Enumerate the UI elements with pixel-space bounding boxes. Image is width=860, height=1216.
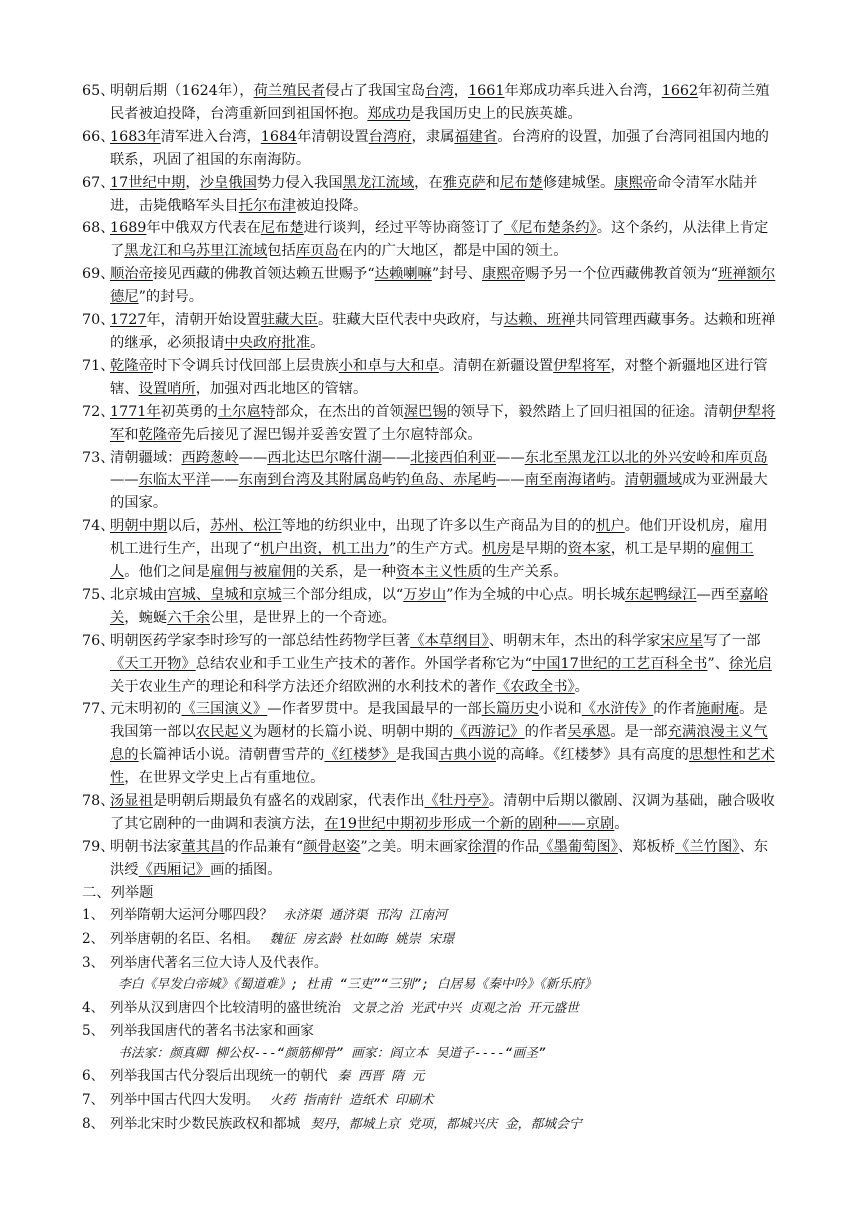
list-question: 列举北宋时少数民族政权和都城: [110, 1115, 301, 1132]
text-run: ——: [496, 449, 525, 466]
underlined-term: 黑龙江和乌苏里江流域: [124, 243, 268, 260]
text-run: ——: [496, 472, 525, 489]
text-run: ”、: [707, 655, 729, 672]
list-answer-line: 李白《早发白帝城》《蜀道难》; 杜甫 “三吏”“三别”; 白居易《秦中吟》《新乐府》: [118, 977, 597, 993]
text-run: 的生产关系。: [481, 564, 568, 581]
text-run: 明朝医药学家李时珍写的一部总结性药物学巨著: [110, 632, 411, 649]
underlined-term: 《牡丹亭》: [424, 793, 489, 810]
item-text: [110, 309, 778, 355]
underlined-term: 1661: [468, 83, 505, 99]
numbered-item: [0, 263, 860, 309]
list-answer: 契丹，都城上京 党项，都城兴庆 金，都城会宁: [310, 1116, 582, 1132]
text-run: 接见西藏的佛教首领达赖五世赐予“: [152, 266, 375, 283]
text-run: 在内的广大地区，都是中国的领土。: [338, 243, 568, 260]
underlined-term: 渥巴锡: [403, 403, 447, 420]
text-run: ，: [453, 83, 469, 99]
underlined-term: 长篇历史: [481, 701, 539, 718]
underlined-term: 尼布楚: [260, 220, 304, 237]
underlined-term: 黑龙江流域: [342, 174, 415, 191]
underlined-term: 雇佣与被雇佣: [210, 564, 296, 581]
underlined-term: 17世纪中期: [110, 174, 186, 191]
underlined-term: 尼布楚: [499, 174, 543, 191]
text-run: 三个部分组成，以“: [281, 586, 404, 603]
text-run: 势力侵入我国: [256, 174, 343, 191]
text-run: 被迫投降。: [295, 197, 368, 214]
list-question: 列举从汉到唐四个比较清明的盛世统治: [110, 999, 342, 1016]
item-number: 79、: [82, 838, 115, 855]
text-run: 。: [574, 678, 589, 695]
numbered-item: [0, 630, 860, 699]
underlined-term: 雇佣工人: [110, 541, 754, 581]
underlined-term: 1684: [260, 128, 298, 145]
underlined-term: 《天工开物》: [110, 655, 196, 672]
text-run: 时下令调兵讨伐回部上层贵族: [152, 357, 339, 374]
underlined-term: 《本草纲目》: [410, 632, 489, 649]
item-text: [110, 355, 778, 401]
text-run: 先后接见了渥巴锡并妥善安置了土尔扈特部众。: [181, 426, 482, 443]
text-run: 的高峰。《红楼梦》具有高度的: [496, 747, 690, 764]
text-run: 明朝书法家: [110, 838, 182, 855]
underlined-term: 徐渭: [467, 838, 497, 855]
text-run: 的作者: [524, 724, 568, 741]
underlined-term: 董其昌: [181, 838, 225, 855]
text-run: ——: [110, 472, 139, 489]
list-answer: 秦 西晋 隋 元: [337, 1069, 425, 1085]
underlined-term: 西跨葱岭: [181, 449, 239, 466]
underlined-term: 东起鸭绿江: [625, 586, 697, 603]
text-run: 年，清朝开始设置: [146, 312, 261, 329]
text-run: 的关系，是一种: [295, 564, 396, 581]
underlined-term: 古典小说: [438, 747, 497, 764]
underlined-term: 郑成功: [367, 105, 411, 122]
underlined-term: 西北达巴尔喀什湖: [267, 449, 382, 466]
underlined-term: 宫城、皇城和京城: [167, 586, 282, 603]
list-item: [0, 904, 860, 928]
list-answer: 永济渠 通济渠 邗沟 江南河: [283, 908, 448, 924]
underlined-term: 沙皇俄国: [199, 174, 257, 191]
underlined-term: 机房: [482, 541, 511, 558]
underlined-term: 小和卓与大和卓: [338, 357, 439, 374]
text-run: 共同管理西藏事务。达赖和班禅的继承，必须报请: [110, 312, 776, 351]
underlined-term: 东南到台湾及其附属岛屿钓鱼岛、赤尾屿: [238, 472, 497, 489]
text-run: 清朝疆域：: [110, 449, 182, 466]
text-run: 年郑成功率兵进入台湾，: [504, 83, 662, 99]
item-text: [110, 263, 778, 309]
text-run: 年中俄双方代表在: [146, 220, 261, 237]
underlined-term: 1771年: [110, 403, 161, 420]
list-number: 1、: [82, 907, 105, 924]
text-run: 画的插图。: [210, 861, 282, 878]
list-item: [0, 1065, 860, 1089]
underlined-term: 库页岛: [295, 243, 339, 260]
underlined-term: 乾隆帝: [110, 357, 153, 374]
underlined-term: 明朝中期: [110, 518, 168, 535]
underlined-term: 达赖喇嘛: [374, 266, 432, 283]
text-run: ——: [238, 449, 268, 466]
text-run: 写了一部: [703, 632, 761, 649]
list-question: 列举隋朝大运河分哪四段？: [110, 907, 274, 924]
text-run: 年初荷兰殖民者被迫投降，台湾重新回到祖国怀抱。: [110, 83, 770, 122]
text-run: 。清朝在新疆设置: [438, 357, 554, 374]
item-number: 65、: [82, 83, 115, 99]
item-text: [110, 172, 778, 218]
numbered-item: [0, 790, 860, 836]
list-question: 列举中国古代四大发明。: [110, 1092, 260, 1109]
text-run: ，对整个新疆地区进行管辖、: [110, 357, 768, 397]
text-run: 的作品: [496, 838, 540, 855]
text-run: 北京城由: [110, 586, 168, 603]
item-text: [110, 515, 778, 584]
underlined-term: 东临太平洋: [138, 472, 211, 489]
underlined-term: 资本主义性质: [395, 564, 482, 581]
text-run: 清军进入台湾，: [160, 128, 261, 145]
list-answer: 魏征 房玄龄 杜如晦 姚崇 宋璟: [269, 931, 454, 947]
enumeration-list: [0, 904, 860, 1136]
list-number: 6、: [82, 1068, 105, 1085]
underlined-term: 北接西伯利亚: [410, 449, 497, 466]
numbered-item: [0, 126, 860, 172]
text-run: 和: [124, 426, 139, 443]
numbered-item: [0, 698, 860, 790]
item-text: [110, 80, 778, 126]
underlined-term: 康熙帝: [482, 266, 525, 283]
underlined-term: 清朝疆域: [624, 472, 682, 489]
text-run: 是明朝后期最负有盛名的戏剧家，代表作出: [152, 793, 425, 810]
underlined-term: 台湾: [425, 83, 454, 99]
text-run: ”的生产方式。: [388, 541, 483, 558]
list-answer: 文景之治 光武中兴 贞观之治 开元盛世: [351, 1000, 579, 1016]
underlined-term: 1662: [661, 83, 699, 99]
numbered-item: [0, 355, 860, 401]
list-item: [0, 928, 860, 952]
underlined-term: 宋应星: [660, 632, 704, 649]
list-item: [0, 1020, 860, 1043]
text-run: 、东洪绶: [110, 838, 768, 878]
item-number: 71、: [82, 357, 115, 374]
underlined-term: 六千余: [167, 609, 211, 626]
text-run: 以后，: [167, 518, 211, 535]
text-run: ——: [210, 472, 239, 489]
list-question: 列举我国古代分裂后出现统一的朝代: [110, 1068, 328, 1085]
numbered-item: [0, 836, 860, 882]
text-run: —作者罗贯中。是我国最早的一部: [267, 701, 482, 718]
text-run: 公里，是世界上的一个奇迹。: [210, 609, 396, 626]
item-text: [110, 630, 778, 699]
numbered-items: [0, 80, 860, 882]
underlined-term: 苏州、松江: [210, 518, 282, 535]
list-item: [0, 1089, 860, 1113]
underlined-term: 1689: [110, 220, 147, 237]
text-run: 成为亚洲最大的国家。: [110, 472, 768, 512]
list-item: [0, 997, 860, 1021]
list-answer-line: 书法家：颜真卿 柳公权---“颜筋柳骨” 画家：阎立本 吴道子----“画圣”: [118, 1045, 546, 1061]
underlined-term: 《西厢记》: [138, 861, 211, 878]
text-run: 明朝后期（1624年），: [110, 83, 254, 99]
text-run: ，机工是早期的: [610, 541, 711, 558]
item-text: [110, 447, 778, 516]
underlined-term: 雅克萨: [442, 174, 486, 191]
text-run: ，: [185, 174, 200, 191]
underlined-term: 《墨葡萄图》: [539, 838, 618, 855]
item-number: 74、: [82, 518, 115, 535]
item-number: 73、: [82, 449, 115, 466]
text-run: 。: [614, 816, 629, 832]
item-number: 75、: [82, 586, 115, 603]
list-number: 5、: [82, 1023, 105, 1040]
text-run: 等地的纺织业中，出现了许多以生产商品为目的的: [281, 518, 597, 535]
underlined-term: 《尼布楚条约》: [503, 220, 597, 237]
item-number: 72、: [82, 403, 115, 420]
underlined-term: 东北至黑龙江以北的外兴安岭和库页岛: [524, 449, 768, 466]
text-run: 年清朝设置: [297, 128, 369, 145]
underlined-term: 荷兰殖民者: [253, 83, 326, 99]
underlined-term: 《三国演义》: [181, 701, 268, 718]
underlined-term: 伊犁将军: [110, 403, 776, 443]
text-run: 总结农业和手工业生产技术的著作。外国学者称它为“: [195, 655, 532, 672]
numbered-item: [0, 447, 860, 516]
item-number: 66、: [82, 128, 115, 145]
text-run: 关于农业生产的理论和科学方法还介绍欧洲的水利技术的著作: [110, 678, 497, 695]
text-run: 包括: [267, 243, 296, 260]
underlined-term: 施耐庵: [696, 701, 740, 718]
underlined-term: 1727: [110, 312, 147, 329]
item-text: [110, 698, 778, 790]
underlined-term: 托尔布津: [238, 197, 296, 214]
text-run: ”的封号。: [138, 289, 204, 306]
numbered-item: [0, 80, 860, 126]
item-text: [110, 126, 778, 172]
text-run: 为题材的长篇小说、明朝中期的: [252, 724, 454, 741]
text-run: 赐予另一个位西藏佛教首领为“: [524, 266, 719, 283]
text-run: 是我国: [395, 747, 439, 764]
item-number: 67、: [82, 174, 115, 191]
text-run: 部众，在杰出的首领: [275, 403, 404, 420]
underlined-term: 《西游记》: [453, 724, 525, 741]
underlined-term: 万岁山: [403, 586, 447, 603]
text-run: —西至: [696, 586, 740, 603]
underlined-term: 《红楼梦》: [324, 747, 396, 764]
text-run: 初英勇的: [160, 403, 218, 420]
text-run: ”封号、: [431, 266, 483, 283]
list-number: 7、: [82, 1092, 105, 1109]
underlined-term: 汤显祖: [110, 793, 153, 810]
text-run: ，加强对西北地区的管辖。: [195, 380, 368, 397]
underlined-term: 台湾府: [368, 128, 412, 145]
item-number: 78、: [82, 793, 115, 810]
text-run: 元末明初的: [110, 701, 182, 718]
text-run: ，隶属: [411, 128, 455, 145]
underlined-term: 思想性和艺术性: [110, 747, 775, 787]
text-run: ，蜿蜒: [124, 609, 168, 626]
text-run: 。: [310, 334, 325, 351]
text-run: 的作品兼有“: [224, 838, 304, 855]
underlined-term: 机户出资，机工出力: [260, 541, 389, 558]
numbered-item: [0, 172, 860, 218]
text-run: 。是我国第一部以: [110, 701, 768, 741]
text-run: 是早期的: [510, 541, 568, 558]
text-run: ”之美。明末画家: [360, 838, 468, 855]
underlined-term: 徐光启: [729, 655, 772, 672]
item-number: 76、: [82, 632, 115, 649]
list-number: 8、: [82, 1115, 105, 1132]
text-run: 和: [485, 174, 500, 191]
underlined-term: 达赖、班禅: [503, 312, 576, 329]
list-question: 列举唐朝的名臣、名相。: [110, 930, 260, 947]
text-run: 进行谈判，经过平等协商签订了: [303, 220, 504, 237]
list-number: 4、: [82, 999, 105, 1016]
underlined-term: 充满浪漫主义气息的: [110, 724, 768, 764]
text-run: 。: [610, 472, 625, 489]
underlined-term: 嘉峪关: [110, 586, 768, 626]
underlined-term: 《农政全书》: [496, 678, 575, 695]
item-number: 68、: [82, 220, 115, 237]
underlined-term: 福建省: [454, 128, 498, 145]
text-run: 。他们开设机房，雇用机工进行生产，出现了“: [110, 518, 768, 558]
text-run: 。台湾府的设置，加强了台湾同祖国内地的联系，巩固了祖国的东南海防。: [110, 128, 769, 168]
text-run: 。这个条约，从法律上肯定了: [110, 220, 769, 260]
text-run: 修建城堡。: [542, 174, 615, 191]
underlined-term: 在19世纪中期初步形成一个新的剧种——京剧: [324, 816, 615, 832]
underlined-term: 1683年: [110, 128, 161, 145]
underlined-term: 吴承恩: [567, 724, 611, 741]
underlined-term: 班禅额尔德尼: [110, 266, 776, 306]
text-run: ，在世界文学史上占有重地位。: [124, 770, 325, 787]
underlined-term: 中国17世纪的工艺百科全书: [531, 655, 708, 672]
text-run: 的作者: [653, 701, 697, 718]
text-run: 。清朝中后期以徽剧、汉调为基础，融合吸收了其它剧种的一曲调和表演方法，: [110, 793, 775, 832]
list-number: 3、: [82, 954, 105, 971]
underlined-term: 资本家: [567, 541, 611, 558]
text-run: 。他们之间是: [124, 564, 211, 581]
underlined-term: 顺治帝: [110, 266, 153, 283]
text-run: 命令清军水陆并进，击毙俄略军头目: [110, 174, 758, 214]
text-run: 侵占了我国宝岛: [325, 83, 426, 99]
numbered-item: [0, 309, 860, 355]
text-run: ，在: [414, 174, 443, 191]
numbered-item: [0, 515, 860, 584]
item-number: 77、: [82, 701, 115, 718]
underlined-term: 乾隆帝: [138, 426, 182, 443]
text-run: 是我国历史上的民族英雄。: [410, 105, 582, 122]
item-text: [110, 584, 778, 630]
text-run: 长篇神话小说。清朝曹雪芹的: [138, 747, 325, 764]
text-run: 。驻藏大臣代表中央政府，与: [317, 312, 504, 329]
numbered-item: [0, 217, 860, 263]
underlined-term: 《水浒传》: [581, 701, 654, 718]
list-item: [0, 952, 860, 975]
list-item: [0, 1113, 860, 1137]
item-text: [110, 836, 778, 882]
item-text: [110, 217, 778, 263]
text-run: 、明朝末年，杰出的科学家: [488, 632, 661, 649]
numbered-item: [0, 401, 860, 447]
text-run: ”作为全城的中心点。明长城: [446, 586, 626, 603]
item-text: [110, 401, 778, 447]
list-question: 列举我国唐代的著名书法家和画家: [110, 1023, 314, 1040]
underlined-term: 驻藏大臣: [260, 312, 318, 329]
item-text: [110, 790, 778, 836]
list-answer: 火药 指南针 造纸术 印刷术: [269, 1093, 434, 1109]
underlined-term: 设置哨所: [138, 380, 196, 397]
list-question: 列举唐代著名三位大诗人及代表作。: [110, 954, 328, 971]
item-number: 70、: [82, 312, 115, 329]
underlined-term: 颜骨赵姿: [303, 838, 361, 855]
text-run: 。是一部: [610, 724, 668, 741]
underlined-term: 伊犁将军: [553, 357, 611, 374]
text-run: 、郑板桥: [617, 838, 676, 855]
text-run: ——: [381, 449, 411, 466]
underlined-term: 南至南海诸屿: [524, 472, 611, 489]
numbered-item: [0, 584, 860, 630]
text-run: 小说和: [538, 701, 582, 718]
underlined-term: 中央政府批准: [224, 334, 311, 351]
underlined-term: 土尔扈特: [217, 403, 276, 420]
underlined-term: 机户: [596, 518, 625, 535]
list-number: 2、: [82, 930, 105, 947]
underlined-term: 康熙帝: [614, 174, 658, 191]
text-run: 的领导下，毅然踏上了回归祖国的征途。清朝: [446, 403, 733, 420]
underlined-term: 《兰竹图》: [675, 838, 740, 855]
item-number: 69、: [82, 266, 115, 283]
section-heading: 二、列举题: [82, 884, 154, 901]
underlined-term: 农民起义: [195, 724, 253, 741]
